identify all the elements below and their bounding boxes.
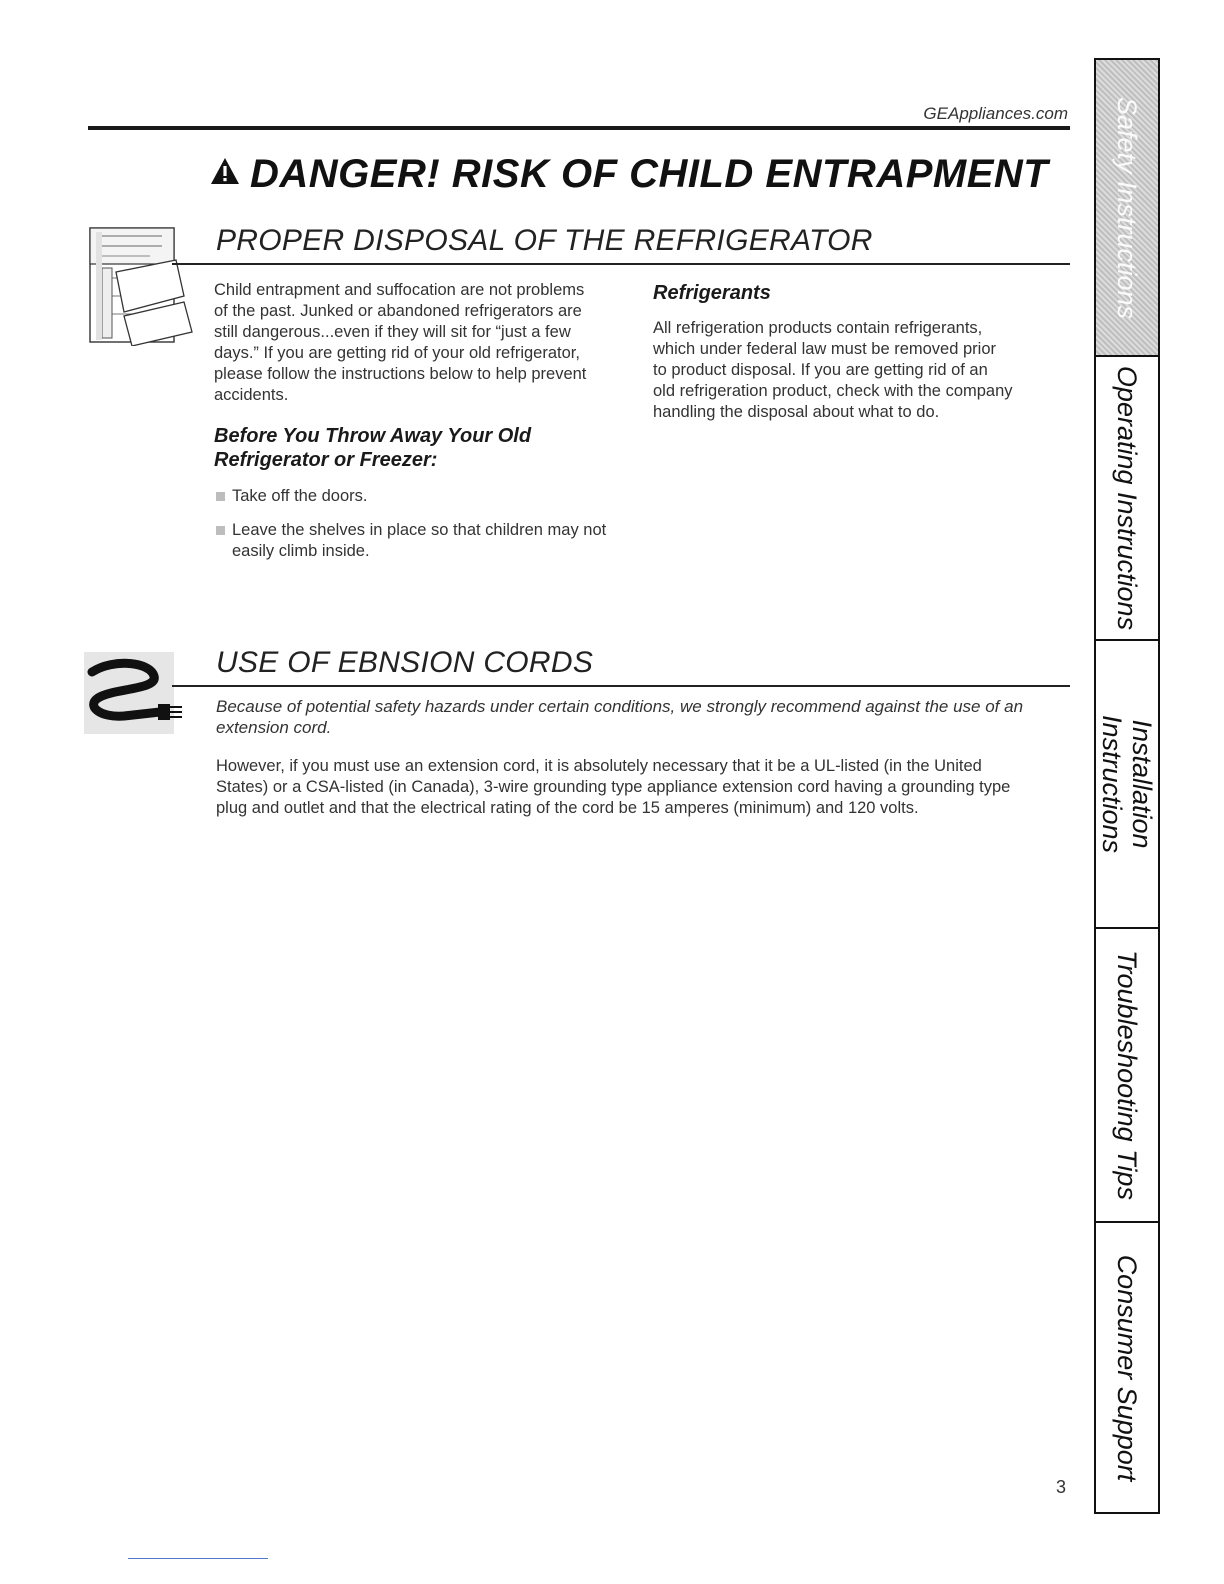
tab-label: Installation Instructions: [1097, 714, 1157, 854]
extension-line: States) or a CSA-listed (in Canada), 3-wire grounding type appliance extension cord having a grounding type: [216, 778, 1011, 796]
refrigerants-line: handling the disposal about what to do.: [653, 403, 940, 421]
tab-label: Consumer Support: [1112, 1254, 1142, 1481]
refrigerator-icon: [80, 222, 200, 351]
refrigerants-line: to product disposal. If you are getting rid of an: [653, 361, 988, 379]
intro-line: still dangerous...even if they will sit for “just a few: [214, 323, 571, 341]
danger-title: [210, 150, 1048, 197]
extension-section-rule: [172, 685, 1070, 687]
tab-installation-instructions[interactable]: [1096, 641, 1158, 929]
refrigerants-heading: Refrigerants: [653, 282, 771, 304]
extension-body: [216, 756, 1076, 819]
extension-section-title: USE OF EBNSION CORDS: [216, 646, 594, 679]
intro-line: days.” If you are getting rid of your old refrigerator,: [214, 344, 580, 362]
bullet-square-icon: [216, 492, 225, 501]
disposal-section-rule: [172, 263, 1070, 265]
tab-troubleshooting-tips[interactable]: [1096, 929, 1158, 1223]
page-number: 3: [1056, 1477, 1067, 1497]
list-item: [216, 520, 628, 562]
extension-line: plug and outlet and that the electrical rating of the cord be 15 amperes (minimum) and 120 volts.: [216, 799, 919, 817]
refrigerants-body: [653, 318, 1063, 423]
list-item: [216, 486, 636, 507]
header-rule: [88, 126, 1070, 130]
tab-operating-instructions[interactable]: [1096, 357, 1158, 641]
heading-line: Refrigerator or Freezer:: [214, 449, 438, 471]
intro-line: please follow the instructions below to help prevent: [214, 365, 587, 383]
disposal-intro: [214, 280, 634, 406]
intro-line: Child entrapment and suffocation are not problems: [214, 281, 585, 299]
bullet-square-icon: [216, 526, 225, 535]
danger-title-text: DANGER! RISK OF CHILD ENTRAPMENT: [250, 152, 1049, 196]
disposal-section-title: PROPER DISPOSAL OF THE REFRIGERATOR: [216, 224, 873, 257]
refrigerants-line: All refrigeration products contain refrigerants,: [653, 319, 983, 337]
warning-triangle-icon: [210, 150, 240, 195]
refrigerants-line: which under federal law must be removed prior: [653, 340, 996, 358]
tab-label: Troubleshooting Tips: [1112, 950, 1142, 1200]
section-tabs: [1094, 58, 1160, 1514]
heading-line: Before You Throw Away Your Old: [214, 425, 532, 447]
refrigerants-line: old refrigeration product, check with the company: [653, 382, 1013, 400]
tab-label: Safety Instructions: [1112, 96, 1142, 319]
before-throw-heading: [214, 424, 634, 472]
intro-line: of the past. Junked or abandoned refrigerators are: [214, 302, 582, 320]
bullet-text: Take off the doors.: [232, 487, 368, 505]
footer-line: [128, 1558, 268, 1559]
extension-line: However, if you must use an extension cord, it is absolutely necessary that it be a UL-listed (in the United: [216, 757, 982, 775]
extension-cord-icon: [84, 652, 188, 741]
tab-consumer-support[interactable]: [1096, 1223, 1158, 1512]
tab-safety-instructions[interactable]: [1096, 60, 1158, 357]
site-url: GEAppliances.com: [923, 104, 1068, 123]
extension-warning: Because of potential safety hazards under certain conditions, we strongly recommend against the use of an extension cord.: [216, 697, 1024, 737]
intro-line: accidents.: [214, 386, 289, 404]
bullet-text: Leave the shelves in place so that children may not easily climb inside.: [232, 521, 607, 560]
tab-label: Operating Instructions: [1112, 365, 1142, 631]
